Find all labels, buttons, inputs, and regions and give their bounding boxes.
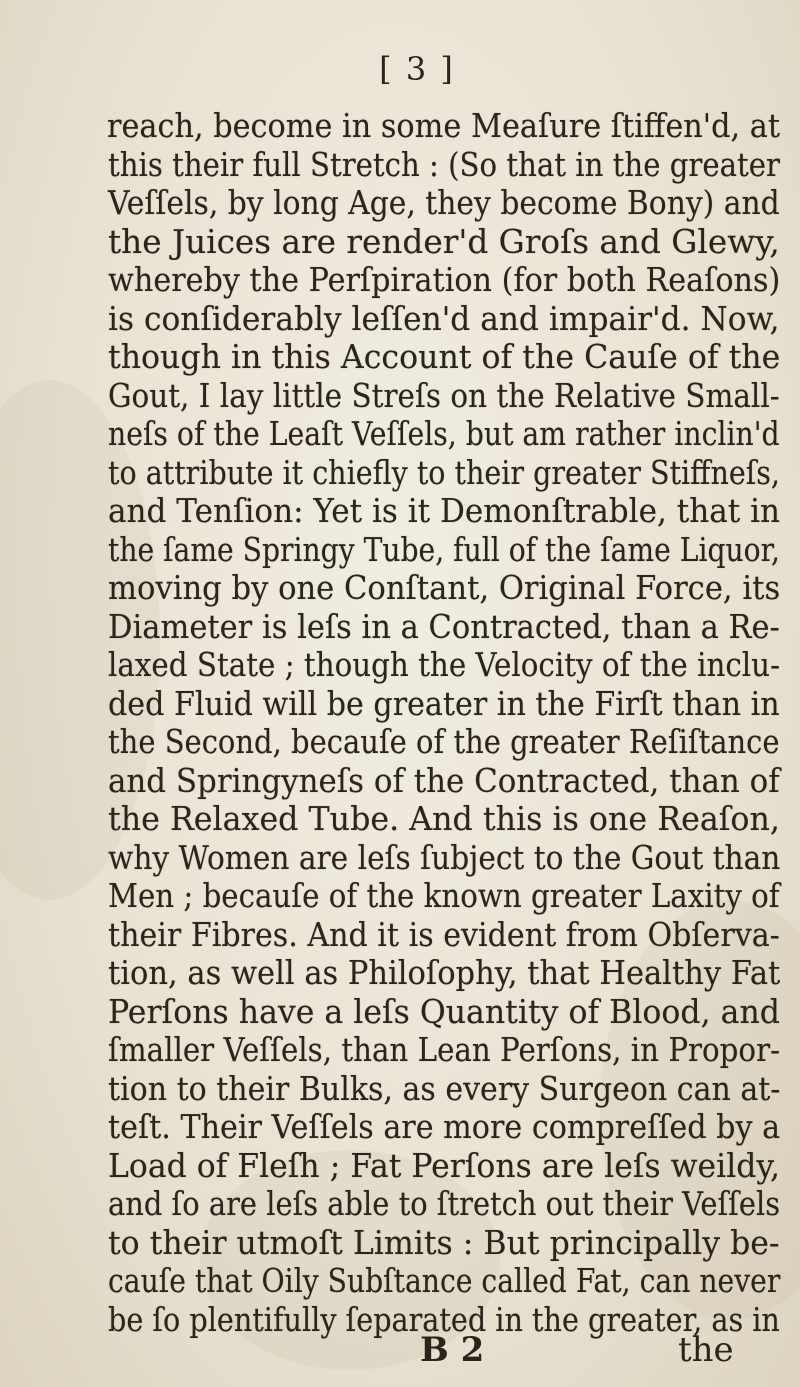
text-line: moving by one Conſtant, Original Force, its [108, 568, 781, 608]
text-line: tion to their Bulks, as every Surgeon can at- [108, 1068, 781, 1108]
text-line: the Second, becauſe of the greater Reſiſtance [108, 722, 780, 762]
text-line: this their full Stretch : (So that in the greater [108, 144, 780, 184]
text-line: and Tenſion: Yet is it Demonſtrable, that in [108, 491, 781, 531]
text-line: neſs of the Leaſt Veſſels, but am rather inclin'd [108, 414, 780, 454]
text-line: Gout, I lay little Streſs on the Relative Small- [108, 375, 780, 415]
text-line: the Relaxed Tube. And this is one Reaſon, [108, 799, 780, 839]
text-line: to their utmoſt Limits : But principally be- [108, 1222, 780, 1262]
text-line: to attribute it chiefly to their greater Stiffneſs, [108, 452, 780, 492]
text-line: cauſe that Oily Subſtance called Fat, can never [108, 1261, 781, 1301]
catchword: the [678, 1330, 734, 1370]
text-line: reach, become in some Meaſure ſtiffen'd, at [107, 106, 781, 145]
text-line: their Fibres. And it is evident from Obſerva- [108, 914, 780, 954]
text-line: Veſſels, by long Age, they become Bony) and [108, 183, 780, 223]
text-line: and Springyneſs of the Contracted, than of [108, 760, 780, 800]
text-line: the Juices are render'd Groſs and Glewy, [108, 221, 780, 261]
text-line: Perſons have a leſs Quantity of Blood, and [108, 991, 780, 1031]
signature-mark: B 2 [420, 1330, 485, 1370]
text-line: laxed State ; though the Velocity of the inclu- [108, 645, 780, 685]
text-line: ded Fluid will be greater in the Firſt than in [108, 683, 780, 723]
text-line: and ſo are leſs able to ſtretch out their Veſſels [108, 1184, 781, 1224]
text-line: though in this Account of the Cauſe of the [108, 337, 781, 377]
text-line: Load of Fleſh ; Fat Perſons are leſs weildy, [108, 1145, 781, 1185]
text-line: ſmaller Veſſels, than Lean Perſons, in Propor- [108, 1030, 780, 1070]
text-line: is conſiderably leſſen'd and impair'd. Now, [108, 298, 780, 338]
text-line: why Women are leſs ſubject to the Gout than [108, 837, 781, 877]
text-line: tion, as well as Philoſophy, that Healthy Fat [108, 953, 781, 993]
text-line: whereby the Perſpiration (for both Reaſons) [108, 260, 781, 300]
text-line: Diameter is leſs in a Contracted, than a Re- [108, 606, 780, 646]
text-line: Men ; becauſe of the known greater Laxity of [108, 876, 780, 916]
text-line: the ſame Springy Tube, full of the ſame Liquor, [108, 529, 780, 569]
text-line: be ſo plentifully ſeparated in the greater, as in [108, 1300, 780, 1339]
page-number: [ 3 ] [379, 50, 455, 88]
text-line: teſt. Their Veſſels are more compreſſed by a [108, 1107, 781, 1147]
